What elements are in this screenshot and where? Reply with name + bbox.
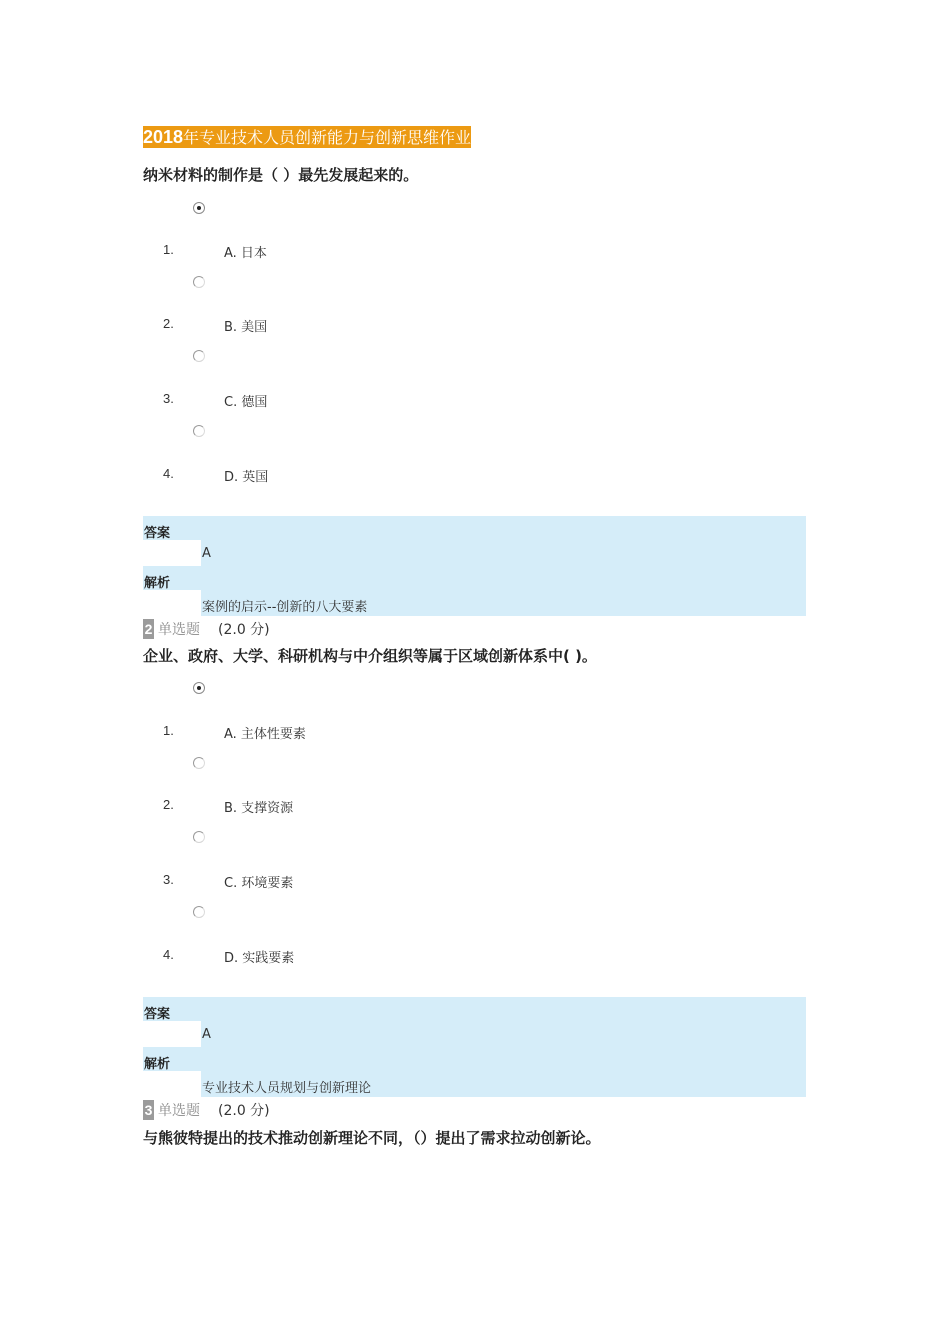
q1-option-c-label[interactable]: C. 德国: [224, 395, 268, 410]
q2-option-b-label[interactable]: B. 支撑资源: [224, 801, 294, 816]
radio-q1-option-b[interactable]: [193, 276, 205, 288]
document-title: [143, 126, 471, 148]
title-year: 2018: [143, 127, 184, 147]
q1-analysis-label: 解析: [144, 576, 171, 591]
q2-option-3-number: 3.: [163, 872, 174, 887]
answer-cell-bg: [143, 540, 201, 566]
question-3-type: 单选题: [158, 1103, 200, 1119]
question-2-number: 2: [144, 621, 153, 637]
analysis-cell-bg: [143, 1071, 201, 1097]
title-text: 年专业技术人员创新能力与创新思维作业: [183, 128, 472, 147]
q1-option-d-label[interactable]: D. 英国: [224, 470, 269, 485]
q2-option-2-number: 2.: [163, 797, 174, 812]
q1-option-2-number: 2.: [163, 316, 174, 331]
q2-answer-value: A: [202, 1027, 211, 1042]
radio-q1-option-c[interactable]: [193, 350, 205, 362]
q1-answer-panel: [143, 516, 806, 616]
q1-analysis-value: 案例的启示--创新的八大要素: [202, 600, 368, 615]
question-2-type: 单选题: [158, 622, 200, 638]
question-3-number: 3: [144, 1102, 153, 1118]
q2-option-a-label[interactable]: A. 主体性要素: [224, 727, 306, 742]
q2-option-4-number: 4.: [163, 947, 174, 962]
answer-cell-bg: [143, 1021, 201, 1047]
q2-option-d-label[interactable]: D. 实践要素: [224, 951, 295, 966]
question-3-text: 与熊彼特提出的技术推动创新理论不同，（）提出了需求拉动创新论。: [143, 1129, 601, 1147]
question-3-score: (2.0 分): [218, 1103, 270, 1119]
q2-answer-panel: [143, 997, 806, 1097]
q2-answer-label: 答案: [144, 1007, 171, 1022]
radio-q2-option-b[interactable]: [193, 757, 205, 769]
question-2-text: 企业、政府、大学、科研机构与中介组织等属于区域创新体系中( )。: [143, 647, 597, 665]
question-3-header: [143, 1100, 270, 1120]
q1-option-1-number: 1.: [163, 242, 174, 257]
question-2-score: (2.0 分): [218, 622, 270, 638]
q1-answer-label: 答案: [144, 526, 171, 541]
radio-q2-option-a[interactable]: [193, 682, 205, 694]
radio-q1-option-d[interactable]: [193, 425, 205, 437]
q2-analysis-label: 解析: [144, 1057, 171, 1072]
analysis-cell-bg: [143, 590, 201, 616]
radio-q1-option-a[interactable]: [193, 202, 205, 214]
q1-option-b-label[interactable]: B. 美国: [224, 320, 268, 335]
radio-q2-option-d[interactable]: [193, 906, 205, 918]
q2-option-c-label[interactable]: C. 环境要素: [224, 876, 294, 891]
q1-option-3-number: 3.: [163, 391, 174, 406]
q1-option-4-number: 4.: [163, 466, 174, 481]
q2-analysis-value: 专业技术人员规划与创新理论: [202, 1081, 372, 1096]
question-1-text: 纳米材料的制作是（ ）最先发展起来的。: [143, 166, 419, 184]
q1-option-a-label[interactable]: A. 日本: [224, 246, 267, 261]
question-2-header: [143, 619, 270, 639]
q1-answer-value: A: [202, 546, 211, 561]
q2-option-1-number: 1.: [163, 723, 174, 738]
radio-q2-option-c[interactable]: [193, 831, 205, 843]
